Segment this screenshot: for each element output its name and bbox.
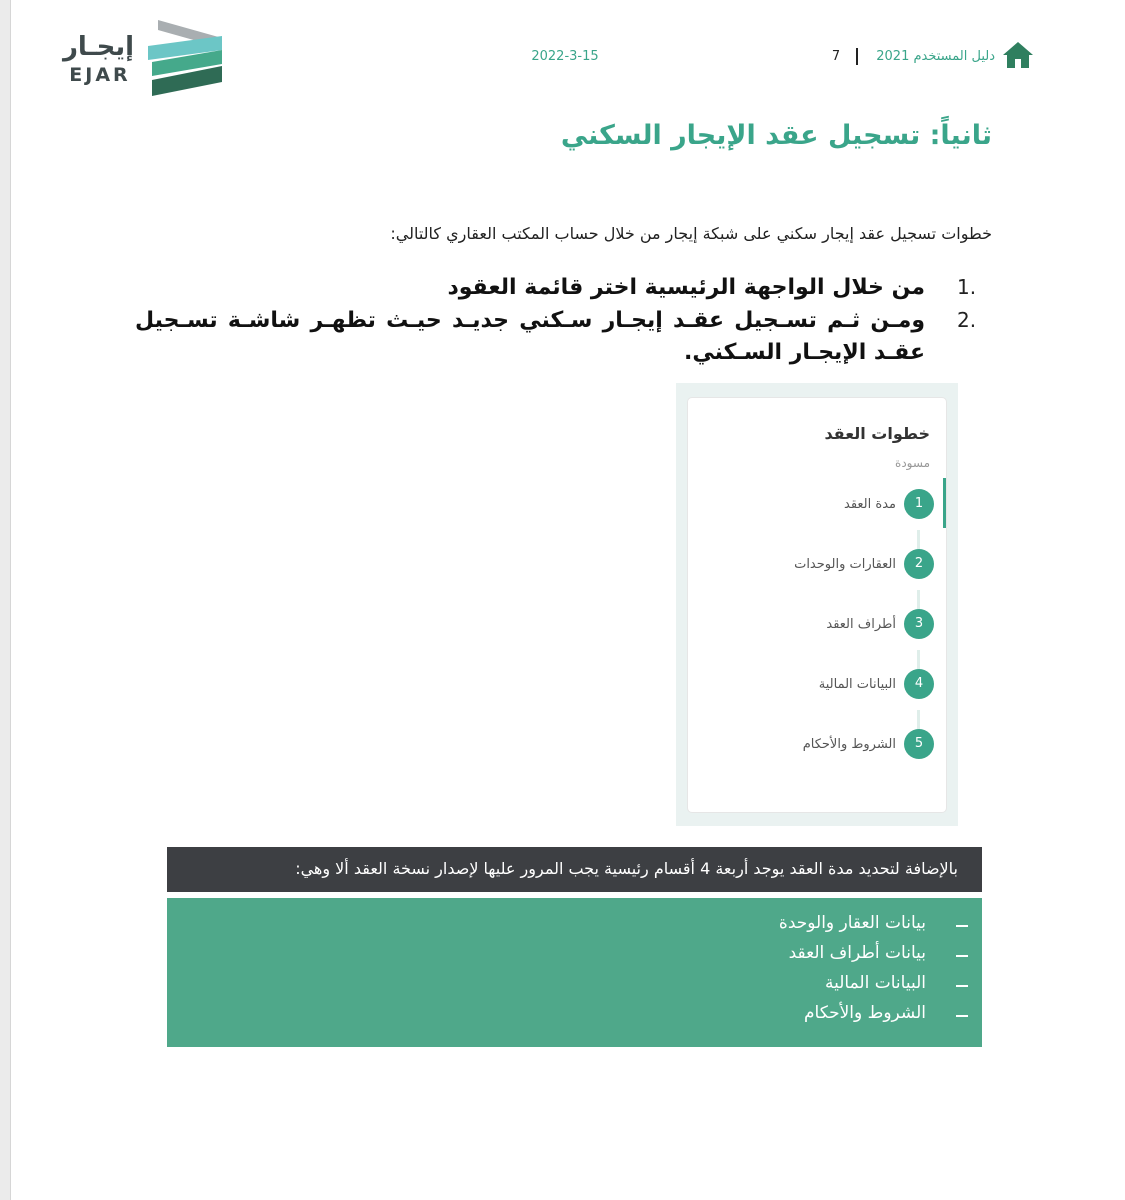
step-circle-5[interactable]: 5 — [904, 729, 934, 759]
step-number: 1. — [957, 275, 977, 299]
info-bar-text: بالإضافة لتحديد مدة العقد يوجد أربعة 4 أقسام رئيسية يجب المرور عليها لإصدار نسخة العقد ألا وهي: — [295, 859, 958, 878]
step-circle-3[interactable]: 3 — [904, 609, 934, 639]
sections-list-box — [167, 898, 982, 1047]
step-label-2[interactable]: العقارات والوحدات — [794, 557, 896, 572]
step-label-4[interactable]: البيانات المالية — [818, 677, 896, 692]
step-circle-2[interactable]: 2 — [904, 549, 934, 579]
step-number: 2. — [957, 308, 977, 332]
step-label-3[interactable]: أطراف العقد — [826, 617, 896, 632]
info-bar — [167, 847, 982, 892]
card-status: مسودة — [895, 456, 930, 470]
step-label-1[interactable]: مدة العقد — [844, 497, 896, 512]
step-circle-4[interactable]: 4 — [904, 669, 934, 699]
header-date: 2022-3-15 — [531, 49, 599, 64]
intro-paragraph: خطوات تسجيل عقد إيجار سكني على شبكة إيجار من خلال حساب المكتب العقاري كالتالي: — [390, 224, 992, 243]
logo-arabic-text: إيجـار — [62, 32, 134, 62]
section-title: ثانياً: تسجيل عقد الإيجار السكني — [560, 120, 992, 151]
step-circle-1[interactable]: 1 — [904, 489, 934, 519]
header-guide-title: دليل المستخدم 2021 — [876, 49, 995, 64]
active-step-indicator — [943, 478, 946, 528]
page-edge — [0, 0, 10, 1200]
list-item: بيانات العقار والوحدة — [778, 913, 926, 933]
step-text: من خلال الواجهة الرئيسية اختر قائمة العقود — [447, 275, 925, 300]
step-label-5[interactable]: الشروط والأحكام — [802, 737, 896, 752]
logo-english-text: EJAR — [69, 64, 131, 86]
list-dash — [956, 985, 968, 987]
step-text: ومـن ثـم تسـجيل عقـد إيجـار سـكني جديـد حيـث تظهـر شاشـة تسـجيل عقـد الإيجـار السـكني. — [135, 308, 925, 365]
card-title: خطوات العقد — [824, 424, 930, 443]
header-page-number: 7 — [831, 49, 841, 64]
home-icon[interactable] — [1002, 40, 1034, 70]
contract-steps-card — [688, 398, 946, 812]
ejar-logo — [62, 20, 224, 96]
page-edge-line — [10, 0, 11, 1200]
list-item: الشروط والأحكام — [803, 1003, 926, 1023]
list-item: بيانات أطراف العقد — [788, 943, 926, 963]
list-dash — [956, 1015, 968, 1017]
list-item: البيانات المالية — [825, 973, 926, 993]
ejar-logo-mark-icon — [144, 20, 224, 96]
list-dash — [956, 955, 968, 957]
header-separator — [856, 48, 858, 65]
list-dash — [956, 925, 968, 927]
